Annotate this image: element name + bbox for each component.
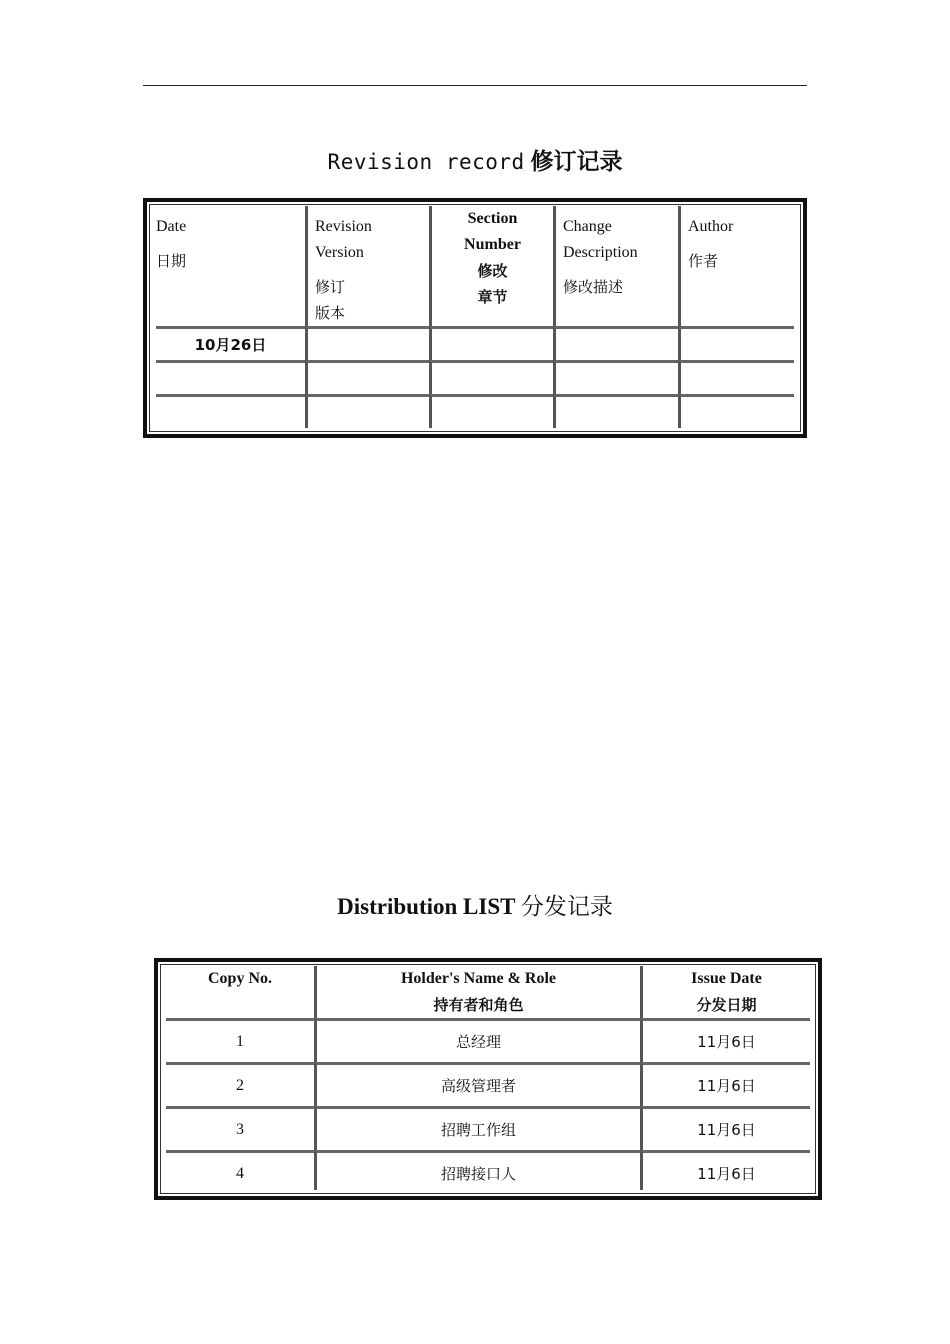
header-revision-version: Revision Version 修订 版本 [305,206,429,326]
table-row [156,326,794,360]
row-author [678,360,794,394]
row-issue-date: 11月6日 [640,1150,810,1190]
revision-title-cjk: 修订记录 [530,149,623,175]
distribution-header-row [166,966,810,1018]
revision-table [156,206,794,428]
revision-title-latin: Revision record [327,150,525,174]
row-copy-no: 1 [166,1018,314,1062]
table-row [166,1150,810,1190]
row-holder: 招聘接口人 [314,1150,640,1190]
header-holder: Holder's Name & Role 持有者和角色 [314,966,640,1018]
row-version [305,394,429,428]
row-section [429,326,553,360]
distribution-table [166,966,810,1190]
table-row [156,394,794,428]
row-change [553,394,678,428]
row-version [305,360,429,394]
table-row [156,360,794,394]
row-issue-date: 11月6日 [640,1106,810,1150]
distribution-list-title [0,891,950,923]
header-change-description: Change Description 修改描述 [553,206,678,326]
header-copy-no: Copy No. [207,970,272,987]
row-issue-date: 11月6日 [640,1062,810,1106]
row-copy-no: 2 [166,1062,314,1106]
row-section [429,360,553,394]
revision-record-title [0,146,950,178]
row-copy-no: 4 [166,1150,314,1190]
row-change [553,326,678,360]
header-section-number: Section Number 修改 章节 [429,206,553,326]
row-section [429,394,553,428]
row-copy-no: 3 [166,1106,314,1150]
row-date [156,360,305,394]
row-holder: 招聘工作组 [314,1106,640,1150]
row-author [678,394,794,428]
header-issue-date: Issue Date 分发日期 [640,966,810,1018]
table-row [166,1106,810,1150]
distribution-title-cjk: 分发记录 [520,894,613,920]
row-holder: 高级管理者 [314,1062,640,1106]
header-date: Date 日期 [156,218,187,270]
revision-header-row [156,206,794,326]
header-author: Author 作者 [678,206,794,326]
row-date [156,394,305,428]
row-change [553,360,678,394]
row-holder: 总经理 [314,1018,640,1062]
row-date: 10月26日 [156,326,305,360]
table-row [166,1018,810,1062]
table-row [166,1062,810,1106]
row-issue-date: 11月6日 [640,1018,810,1062]
header-rule [143,85,807,86]
row-version [305,326,429,360]
row-author [678,326,794,360]
distribution-title-latin: Distribution LIST [337,894,516,919]
